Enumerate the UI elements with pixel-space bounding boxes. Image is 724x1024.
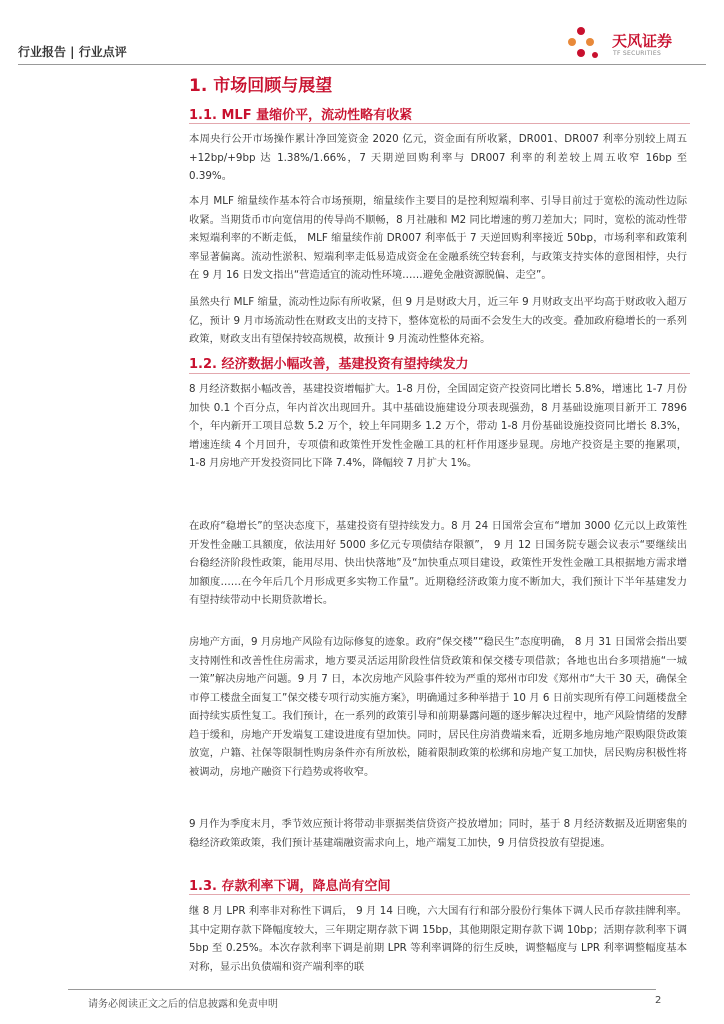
section-title: 1. 市场回顾与展望 — [189, 76, 333, 96]
subsection-title-1-2: 1.2. 经济数据小幅改善，基建投资有望持续发力 — [189, 357, 469, 372]
paragraph: 在政府“稳增长”的坚决态度下，基建投资有望持续发力。8 月 24 日国常会宣布“增加 3000 亿元以上政策性开发性金融工具额度，依法用好 5000 多亿元专项债结存限额”， 9 月 12 日国务院专题会议表示“要继续出台稳经济阶段性政策，能用尽用、快出快落地”及“加快重点项目建设，政策性开发性金融工具根据地方需求增加额度……在今年后几个月形成更多实物工作量”。近期稳经济政策力度不断加大，我们预计下半年基建发力有望持续带动中长期贷款增长。 — [189, 520, 687, 606]
footer-divider — [68, 989, 656, 990]
subsection-divider — [189, 123, 690, 124]
subsection-title-1-3: 1.3. 存款利率下调，降息尚有空间 — [189, 879, 391, 894]
paragraph: 8 月经济数据小幅改善，基建投资增幅扩大。1-8 月份，全国固定资产投资同比增长 5.8%，增速比 1-7 月份加快 0.1 个百分点，年内首次出现回升。其中基础设施建设分项表现强劲，8 月基础设施项目新开工 7896 个，年内新开工项目总数 5.2 万个，较上年同期多 1.2 万个，带动 1-8 月份基础设施投资同比增长 8.3%，增速连续 4 个月回升，专项债和政策性开发性金融工具的杠杆作用逐步显现。房地产投资是主要的拖累项， 1-8 月房地产开发投资同比下降 7.4%，降幅较 7 月扩大 1%。 — [189, 383, 687, 469]
paragraph: 继 8 月 LPR 利率非对称性下调后， 9 月 14 日晚，六大国有行和部分股份行集体下调人民币存款挂牌利率。其中定期存款下降幅度较大，三年期定期存款下调 15bp，其他期限定期存款下调 10bp；活期存款利率下调 5bp 至 0.25%。本次存款利率下调是前期 LPR 等利率调降的衍生反映，调整幅度与 LPR 利率调整幅度基本对称，显示出负债端和资产端利率的联 — [189, 905, 687, 973]
brand-name: 天风证券 — [612, 32, 673, 50]
logo-mark-icon — [568, 27, 598, 58]
subsection-title-1-1: 1.1. MLF 量缩价平，流动性略有收紧 — [189, 108, 413, 123]
paragraph: 房地产方面，9 月房地产风险有边际修复的迹象。政府“保交楼”“稳民生”态度明确， 8 月 31 日国常会指出要支持刚性和改善性住房需求，地方要灵活运用阶段性信贷政策和保交楼专项借款；各地也出台多项措施“一城一策”解决房地产问题。9 月 7 日，本次房地产风险事件较为严重的郑州市印发《郑州市“大干 30 天，确保全市停工楼盘全面复工”保交楼专项行动实施方案》，明确通过多种举措于 10 月 6 日前实现所有停工问题楼盘全面持续实质性复工。我们预计，在一系列的政策引导和前期暴露问题的逐步解决过程中，地产风险情绪的发酵趋于缓和，房地产开发端复工建设进度有望加快。同时，居民住房消费端来看，近期多地房地产限购限贷政策放宽，户籍、社保等限制性购房条件亦有所放松，随着限制政策的松绑和房地产复工加快，居民购房积极性将被调动，房地产融资下行趋势或将收窄。 — [189, 636, 687, 778]
page-number: 2 — [655, 995, 662, 1006]
report-category: 行业报告 | 行业点评 — [18, 45, 127, 59]
footer-disclaimer: 请务必阅读正文之后的信息披露和免责申明 — [88, 999, 278, 1010]
brand-subtitle: TF SECURITIES — [613, 50, 662, 57]
header-divider — [18, 64, 706, 65]
paragraph: 本月 MLF 缩量续作基本符合市场预期，缩量续作主要目的是控利短端利率、引导目前过于宽松的流动性边际收紧。当期货币市向宽信用的传导尚不顺畅，8 月社融和 M2 同比增速的剪刀差加大；同时，宽松的流动性带来短端利率的不断走低， MLF 缩量续作前 DR007 利率低于 7 天逆回购利率接近 50bp，市场利率和政策利率显著偏离。流动性淤积、短端利率走低易造成资金在金融系统空转套利，与政策支持实体的意图相悖，央行在 9 月 16 日发文指出“营造适宜的流动性环境……避免金融资源脱偏、走空”。 — [189, 195, 687, 281]
paragraph: 本周央行公开市场操作累计净回笼资金 2020 亿元，资金面有所收紧，DR001、DR007 利率分别较上周五+12bp/+9bp 达 1.38%/1.66%，7 天期逆回购利率与 DR007 利率的利差较上周五收窄 16bp 至 0.39%。 — [189, 133, 687, 182]
paragraph: 虽然央行 MLF 缩量，流动性边际有所收紧，但 9 月是财政大月，近三年 9 月财政支出平均高于财政收入超万亿，预计 9 月市场流动性在财政支出的支持下，整体宽松的局面不会发生大的改变。叠加政府稳增长的一系列政策，财政支出有望保持较高规模，故预计 9 月流动性整体充裕。 — [189, 296, 687, 345]
paragraph: 9 月作为季度末月，季节效应预计将带动非票据类信贷资产投放增加；同时，基于 8 月经济数据及近期密集的稳经济政策政策，我们预计基建端融资需求向上，地产端复工加快，9 月信贷投放有望提速。 — [189, 818, 687, 849]
subsection-divider — [189, 373, 690, 374]
subsection-divider — [189, 894, 690, 895]
